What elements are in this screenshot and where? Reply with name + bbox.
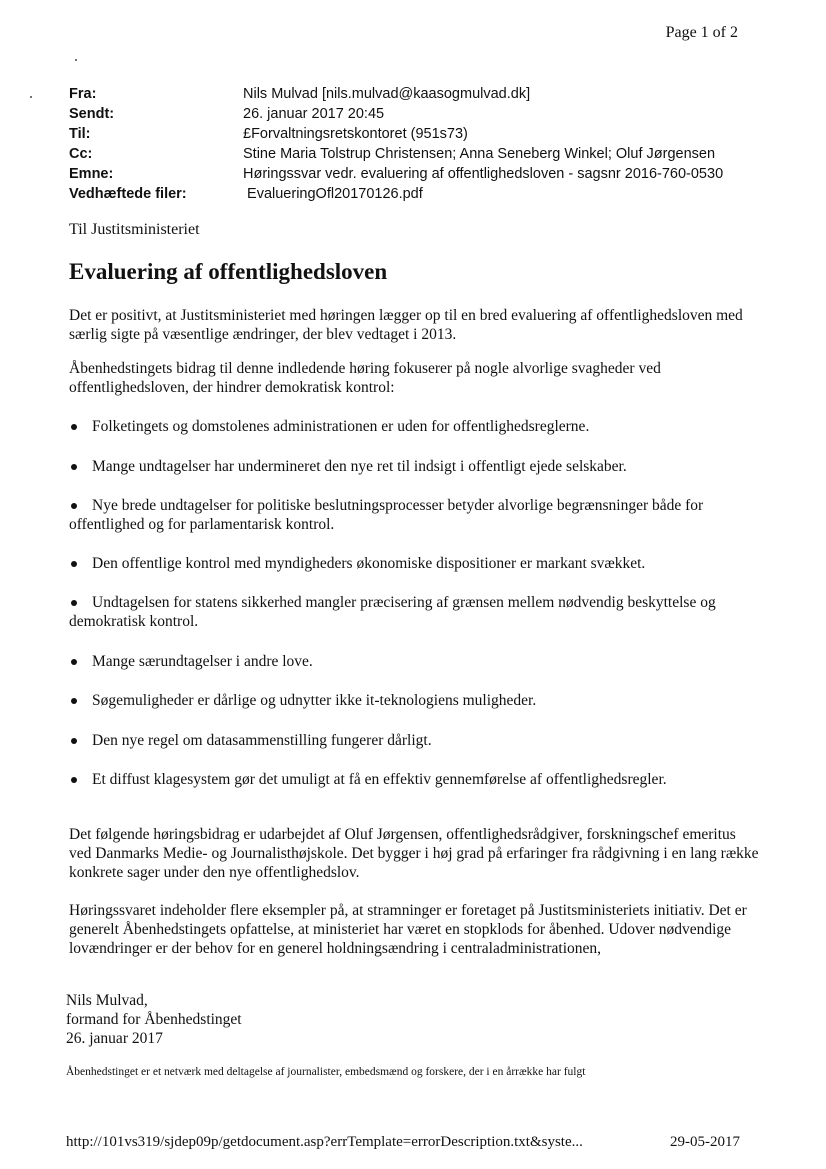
header-row-subject xyxy=(69,164,723,184)
bullet-icon xyxy=(71,503,77,509)
list-item-text: Nye brede undtagelser for politiske beslutningsprocesser betyder alvorlige begrænsninger både for offentlighed og for parlamentarisk kontrol. xyxy=(69,497,704,533)
footnote: Åbenhedstinget er et netværk med deltagelse af journalister, embedsmænd og forskere, der i en årrække har fulgt xyxy=(66,1066,586,1078)
header-value: 26. januar 2017 20:45 xyxy=(243,106,385,122)
list-item xyxy=(69,691,769,710)
bullet-icon xyxy=(71,738,77,744)
bullet-icon xyxy=(71,698,77,704)
scan-speck xyxy=(75,59,77,61)
signature-block xyxy=(66,991,242,1048)
header-label: Fra: xyxy=(69,86,97,102)
email-header xyxy=(69,84,723,204)
body-paragraph: Det følgende høringsbidrag er udarbejdet af Oluf Jørgensen, offentlighedsrådgiver, forskningschef emeritus ved Danmarks Medie- og Journalisthøjskole. Det bygger i høj grad på erfaringer fra rådgivning i en lang række konkrete sager under den nye offentlighedslov. xyxy=(69,826,759,881)
bullet-icon xyxy=(71,600,77,606)
list-item-text: Et diffust klagesystem gør det umuligt at få en effektiv gennemførelse af offentlighedsregler. xyxy=(92,771,667,788)
signature-name: Nils Mulvad, xyxy=(66,992,148,1009)
list-item xyxy=(69,770,769,789)
header-row-sent xyxy=(69,104,723,124)
header-value: £Forvaltningsretskontoret (951s73) xyxy=(243,126,468,142)
header-value: Nils Mulvad [nils.mulvad@kaasogmulvad.dk] xyxy=(243,86,531,102)
greeting: Til Justitsministeriet xyxy=(69,221,200,238)
list-item xyxy=(69,496,769,534)
signature-date: 26. januar 2017 xyxy=(66,1030,163,1047)
intro-paragraph: Åbenhedstingets bidrag til denne indledende høring fokuserer på nogle alvorlige svagheder ved offentlighedsloven, der hindrer demokratisk kontrol: xyxy=(69,360,661,396)
list-item-text: Søgemuligheder er dårlige og udnytter ikke it-teknologiens muligheder. xyxy=(92,692,537,709)
attachment-link[interactable]: EvalueringOfl20170126.pdf xyxy=(243,186,423,202)
list-item xyxy=(69,593,769,631)
list-item xyxy=(69,731,769,750)
header-row-attachments xyxy=(69,184,723,204)
header-label: Til: xyxy=(69,126,91,142)
bullet-icon xyxy=(71,659,77,665)
bullet-icon xyxy=(71,464,77,470)
bullet-icon xyxy=(71,424,77,430)
page-number: Page 1 of 2 xyxy=(665,24,738,41)
header-value: Høringssvar vedr. evaluering af offentlighedsloven - sagsnr 2016-760-0530 xyxy=(243,166,724,182)
footer-date: 29-05-2017 xyxy=(670,1134,740,1150)
bullet-icon xyxy=(71,777,77,783)
list-item-text: Den offentlige kontrol med myndigheders økonomiske dispositioner er markant svækket. xyxy=(92,555,646,572)
scan-speck xyxy=(30,96,32,98)
header-label: Vedhæftede filer: xyxy=(69,186,187,202)
list-item xyxy=(69,652,769,671)
list-item-text: Undtagelsen for statens sikkerhed mangler præcisering af grænsen mellem nødvendig beskyttelse og demokratisk kontrol. xyxy=(69,594,716,630)
header-row-cc xyxy=(69,144,723,164)
intro-paragraph: Det er positivt, at Justitsministeriet med høringen lægger op til en bred evaluering af offentlighedsloven med særlig sigte på væsentlige ændringer, der blev vedtaget i 2013. xyxy=(69,307,743,343)
header-row-from xyxy=(69,84,723,104)
document-title: Evaluering af offentlighedsloven xyxy=(69,259,388,284)
header-value: Stine Maria Tolstrup Christensen; Anna Seneberg Winkel; Oluf Jørgensen xyxy=(243,146,716,162)
body-paragraph: Høringssvaret indeholder flere eksempler på, at stramninger er foretaget på Justitsministeriets initiativ. Det er generelt Åbenhedstingets opfattelse, at ministeriet har været en stopklods for åbenhed. Udover nødvendige lovændringer er der behov for en generel holdningsændring i centraladministrationen, xyxy=(69,902,747,957)
header-label: Emne: xyxy=(69,166,114,182)
list-item-text: Folketingets og domstolenes administrationen er uden for offentlighedsreglerne. xyxy=(92,418,590,435)
header-label: Cc: xyxy=(69,146,93,162)
list-item xyxy=(69,417,769,436)
signature-role: formand for Åbenhedstinget xyxy=(66,1011,242,1028)
list-item-text: Mange særundtagelser i andre love. xyxy=(92,653,313,670)
header-row-to xyxy=(69,124,723,144)
list-item xyxy=(69,554,769,573)
footer-url: http://101vs319/sjdep09p/getdocument.asp?errTemplate=errorDescription.txt&syste... xyxy=(66,1134,583,1150)
bullet-icon xyxy=(71,561,77,567)
header-label: Sendt: xyxy=(69,106,115,122)
list-item-text: Mange undtagelser har undermineret den nye ret til indsigt i offentligt ejede selskaber. xyxy=(92,458,627,475)
list-item-text: Den nye regel om datasammenstilling fungerer dårligt. xyxy=(92,732,432,749)
list-item xyxy=(69,457,769,476)
